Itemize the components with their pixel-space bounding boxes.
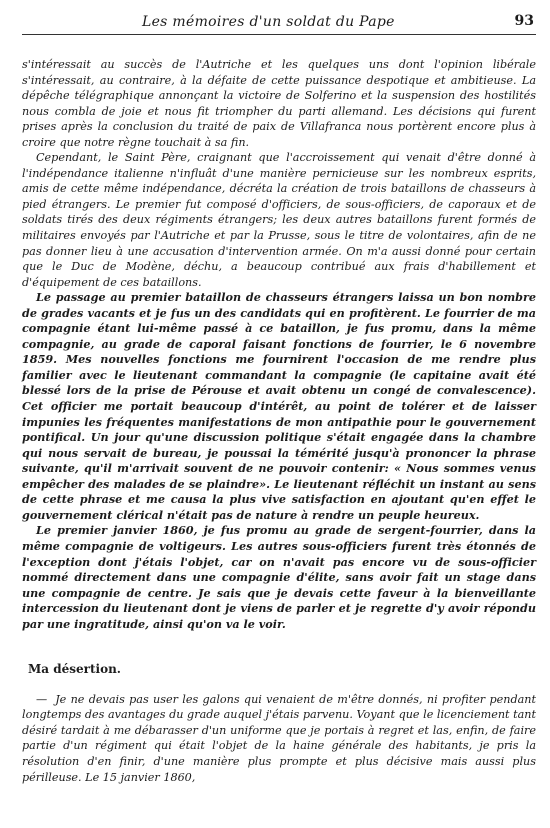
body-text [22, 57, 536, 785]
paragraph-continuation: s'intéressait au succès de l'Autriche et les quelques uns dont l'opinion libérale s'intéressait, au contraire, à la défaite de cette puissance despotique et ambitieuse. La dépêche télégraphique annonçant la victoire de Solferino et la suspension des hostilités nous combla de joie et nous fit triompher du parti allemand. Les décisions qui furent prises après la conclusion du traité de paix de Villafranca nous portèrent encore plus à croire que notre règne touchait à sa fin. [22, 58, 536, 149]
page-number: 93 [514, 13, 534, 29]
paragraph-sergent-fourrier: Le premier janvier 1860, je fus promu au grade de sergent-fourrier, dans la même compagnie de voltigeurs. Les autres sous-officiers furent très étonnés de l'exception dont j'étais l'objet, car on n'avait pas encore vu de sous-officier nommé directement dans une compagnie d'élite, sans avoir fait un stage dans une compagnie de centre. Je sais que je devais cette faveur à la bienveillante intercession du lieutenant dont je viens de parler et je regrette d'y avoir répondu par une ingratitude, ainsi qu'on va le voir. [22, 523, 536, 631]
paragraph-desertion-text: Je ne devais pas user les galons qui venaient de m'être donnés, ni profiter pendant longtemps des avantages du grade auquel j'étais parvenu. Voyant que le licenciement tant désiré tardait à me débarasser d'un uniforme que je portais à regret et las, enfin, de faire partie d'un régiment qui était l'objet de la haine générale des habitants, je pris la résolution d'en finir, d'une manière plus prompte et plus décisive mais aussi plus périlleuse. Le 15 janvier 1860, [22, 692, 536, 784]
section-heading: Ma désertion. [28, 662, 121, 677]
paragraph-desertion [22, 692, 536, 785]
em-dash: — [36, 692, 48, 706]
paragraph-saint-pere: Cependant, le Saint Père, craignant que l'accroissement qui venait d'être donné à l'indépendance italienne n'influât d'une manière pernicieuse sur les nombreux esprits, amis de cette même indépendance, décréta la création de trois bataillons de chasseurs à pied étrangers. Le premier fut composé d'officiers, de sous-officiers, de caporaux et de soldats tirés des deux régiments étrangers; les deux autres bataillons furent formés de militaires envoyés par l'Autriche et par la Prusse, sous le titre de volontaires, afin de ne pas donner lieu à une accusation d'intervention armée. On m'a aussi donné pour certain que le Duc de Modène, déchu, a beaucoup contribué aux frais d'habillement et d'équipement de ces bataillons. [22, 151, 536, 289]
page-header [22, 14, 536, 35]
paragraph-promotion-fourrier: Le passage au premier bataillon de chasseurs étrangers laissa un bon nombre de grades vacants et je fus un des candidats qui en profitèrent. Le fourrier de ma compagnie étant lui-même passé à ce bataillon, je fus promu, dans la même compagnie, au grade de caporal faisant fonctions de fourrier, le 6 novembre 1859. Mes nouvelles fonctions me fournirent l'occasion de me rendre plus familier avec le lieutenant commandant la compagnie (le capitaine avait été blessé lors de la prise de Pérouse et avait obtenu un congé de convalescence). Cet officier me portait beaucoup d'intérêt, au point de tolérer et de laisser impunies les fréquentes manifestations de mon antipathie pour le gouvernement pontifical. Un jour qu'une discussion politique s'était engagée dans la chambre qui nous servait de bureau, je poussai la témérité jusqu'à prononcer la phrase suivante, qu'il m'arrivait souvent de ne pouvoir contenir: « Nous sommes venus empêcher des malades de se plaindre». Le lieutenant réfléchit un instant au sens de cette phrase et me causa la plus vive satisfaction en ajoutant qu'en effet le gouvernement clérical n'était pas de nature à rendre un peuple heureux. [22, 290, 536, 522]
running-title: Les mémoires d'un soldat du Pape [142, 14, 395, 30]
